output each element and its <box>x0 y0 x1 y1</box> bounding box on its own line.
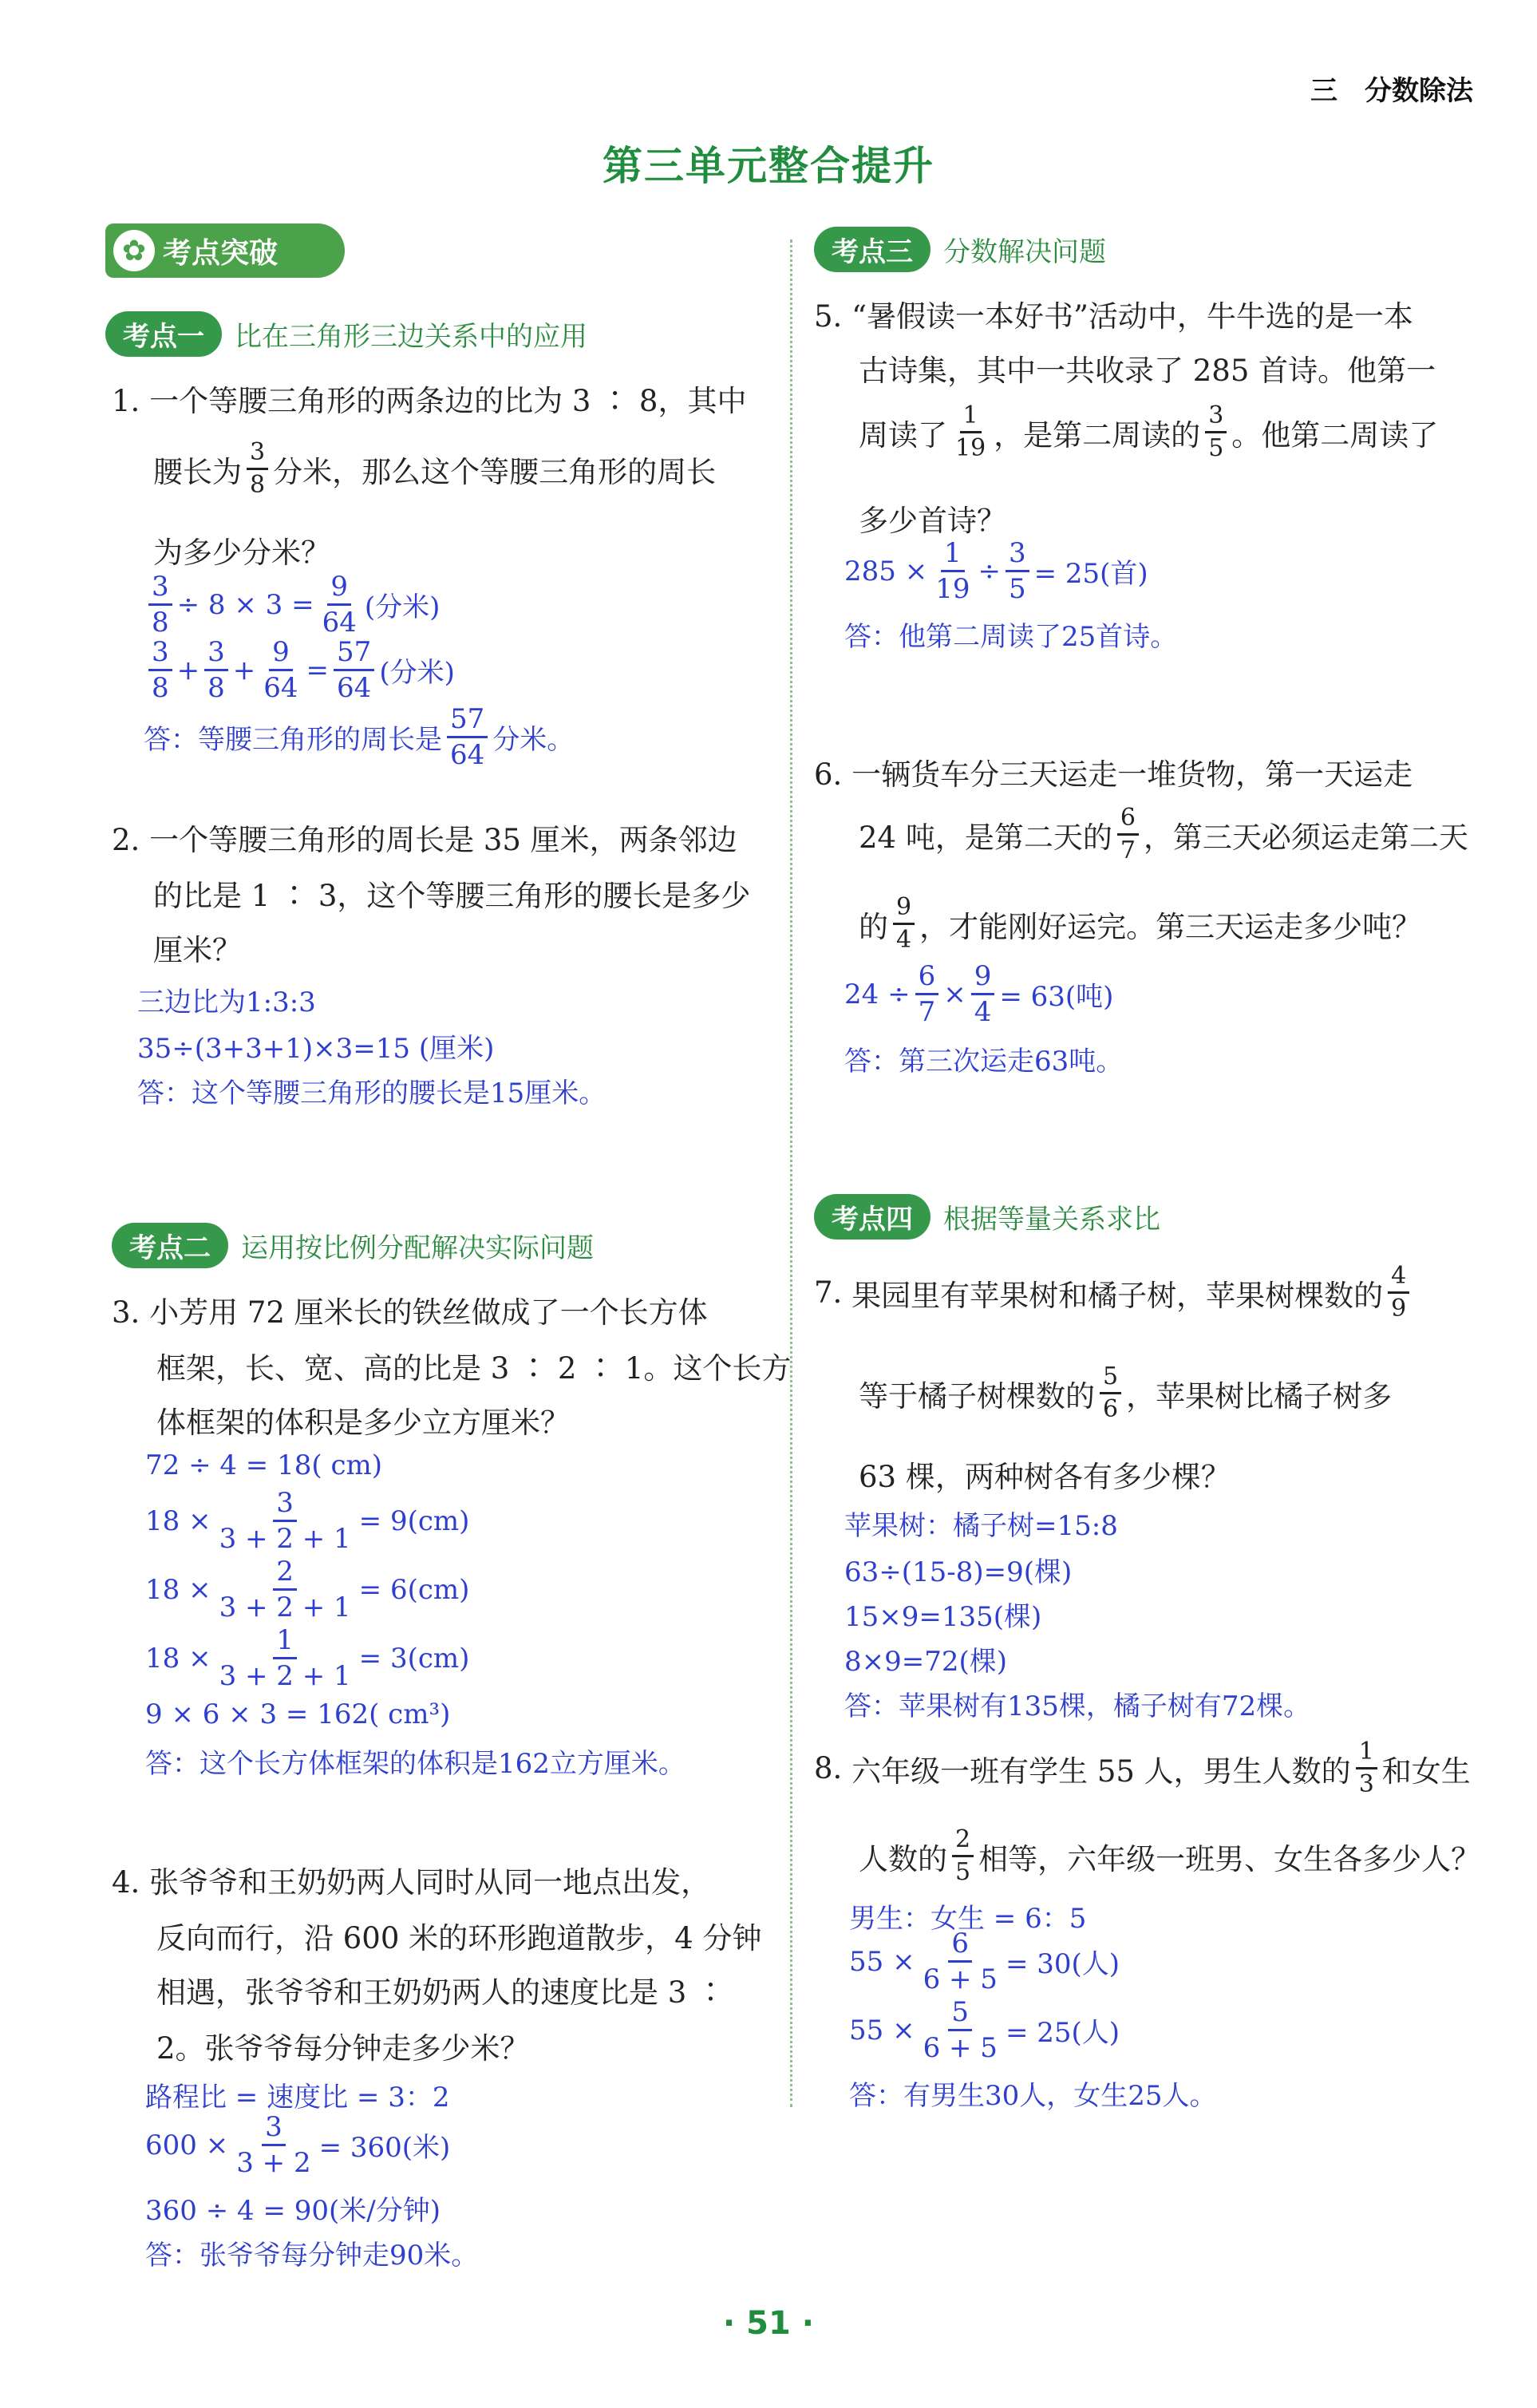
answer-line: 答：张爷爷每分钟走90米。 <box>145 2240 479 2272</box>
answer-line: 三边比为1:3:3 <box>137 987 316 1018</box>
fraction: $\frac{1}{19}$ <box>955 401 986 462</box>
question-text: 的比是 1 ∶ 3，这个等腰三角形的腰长是多少 <box>153 879 751 913</box>
answer-line: $\frac{3}{8}$ ÷ 8 × 3 = $\frac{9}{64}$ (分米) <box>144 573 440 636</box>
fraction: $\frac{6}{7}$ <box>915 963 939 1026</box>
answer-line: 72 ÷ 4 = 18( cm) <box>145 1449 382 1481</box>
fraction: $\frac{6}{6 + 5}$ <box>923 1928 998 1995</box>
question-number: 6. <box>814 757 843 792</box>
fraction: $\frac{9}{4}$ <box>971 963 995 1026</box>
answer-line: 答：第三次运走63吨。 <box>844 1046 1124 1077</box>
question-text: 张爷爷和王奶奶两人同时从同一地点出发， <box>149 1865 711 1900</box>
fraction: $\frac{2}{3 + 2 + 1}$ <box>219 1556 351 1623</box>
question-text: 相遇，张爷爷和王奶奶两人的速度比是 3 ∶ <box>156 1975 726 2010</box>
question-number: 3. <box>112 1295 140 1330</box>
question-text: 体框架的体积是多少立方厘米？ <box>156 1406 570 1440</box>
tag-topic: 比在三角形三边关系中的应用 <box>235 321 587 353</box>
fraction: $\frac{3}{5}$ <box>1205 404 1227 461</box>
section-tag-k4 <box>814 1194 1160 1240</box>
answer-line: 285 × $\frac{1}{19}$ ÷ $\frac{3}{5}$ = 25(首) <box>844 537 1148 605</box>
answer-line: 18 × $\frac{2}{3 + 2 + 1}$ = 6(cm) <box>145 1556 470 1623</box>
answer-line: 8×9=72(棵) <box>844 1646 1008 1678</box>
answer-line: 9 × 6 × 3 = 162( cm³) <box>145 1698 451 1730</box>
fraction: $\frac{2}{5}$ <box>952 1828 974 1884</box>
fraction: $\frac{4}{9}$ <box>1388 1264 1409 1321</box>
question-text: “暑假读一本好书”活动中，牛牛选的是一本 <box>851 299 1413 334</box>
answer-line: 55 × $\frac{6}{6 + 5}$ = 30(人) <box>849 1928 1120 1995</box>
answer-line: 24 ÷ $\frac{6}{7}$ × $\frac{9}{4}$ = 63(吨) <box>844 960 1114 1028</box>
section-tag-k1 <box>105 311 587 357</box>
answer-line: 苹果树：橘子树=15:8 <box>844 1510 1118 1542</box>
question-text: 和女生 <box>1381 1754 1471 1789</box>
question-text: 等于橘子树棵数的 <box>859 1378 1095 1414</box>
unit-title: 第三单元整合提升 <box>603 143 934 189</box>
question-number: 7. <box>814 1275 843 1310</box>
question-text: 多少首诗？ <box>859 504 1006 538</box>
answer-line: 600 × $\frac{3}{3 + 2}$ = 360(米) <box>145 2111 451 2179</box>
question-text: 63 棵，两种树各有多少棵？ <box>859 1460 1231 1494</box>
tag-topic: 根据等量关系求比 <box>943 1204 1160 1236</box>
question-text: 为多少分米？ <box>153 536 330 570</box>
question-number: 1. <box>112 384 140 418</box>
question-text: 小芳用 72 厘米长的铁丝做成了一个长方体 <box>149 1295 708 1330</box>
question-text: 人数的 <box>859 1841 947 1876</box>
question-text: 的 <box>859 909 888 944</box>
question-text: ，苹果树比橘子树多 <box>1126 1378 1393 1414</box>
question-text: 反向而行，沿 600 米的环形跑道散步，4 分钟 <box>156 1921 762 1955</box>
fraction: $\frac{9}{64}$ <box>263 636 298 704</box>
question-text: 。他第二周读了 <box>1231 417 1439 453</box>
answer-line: 答：这个长方体框架的体积是162立方厘米。 <box>145 1748 686 1780</box>
answer-line: 男生：女生 = 6：5 <box>849 1903 1087 1935</box>
fraction: $\frac{3}{8}$ <box>247 441 268 497</box>
answer-line: 35÷(3+3+1)×3=15 (厘米) <box>137 1033 495 1065</box>
answer-line: 答：这个等腰三角形的腰长是15厘米。 <box>137 1077 607 1109</box>
tag-pill: 考点一 <box>105 311 222 357</box>
question-number: 5. <box>814 299 843 334</box>
question-text: 腰长为 <box>153 454 242 489</box>
question-text: 一个等腰三角形的周长是 35 厘米，两条邻边 <box>149 823 737 857</box>
fraction: $\frac{1}{19}$ <box>935 537 970 605</box>
fraction: $\frac{3}{5}$ <box>1006 540 1029 603</box>
fraction: $\frac{57}{64}$ <box>447 706 488 769</box>
answer-line: 路程比 = 速度比 = 3：2 <box>145 2082 450 2113</box>
question-text: 一个等腰三角形的两条边的比为 3 ∶ 8，其中 <box>149 384 747 418</box>
question-text: 周读了 <box>859 417 947 453</box>
question-text: 六年级一班有学生 55 人，男生人数的 <box>851 1754 1351 1789</box>
banner-label: 考点突破 <box>163 236 279 270</box>
question-text: 24 吨，是第二天的 <box>859 820 1112 855</box>
tag-pill: 考点四 <box>814 1194 930 1240</box>
question-text: 厘米？ <box>153 933 242 967</box>
answer-line: 55 × $\frac{5}{6 + 5}$ = 25(人) <box>849 1996 1120 2064</box>
tag-topic: 运用按比例分配解决实际问题 <box>241 1232 594 1264</box>
page-number: · 51 · <box>723 2305 814 2342</box>
question-text: 框架，长、宽、高的比是 3 ∶ 2 ∶ 1。这个长方 <box>156 1351 792 1386</box>
answer-line: 答：苹果树有135棵，橘子树有72棵。 <box>844 1690 1311 1722</box>
fraction: $\frac{6}{7}$ <box>1117 806 1139 863</box>
column-divider <box>790 239 792 2107</box>
fraction: $\frac{5}{6 + 5}$ <box>923 1996 998 2064</box>
fraction: $\frac{3}{8}$ <box>148 639 172 702</box>
fraction: $\frac{9}{64}$ <box>322 571 357 639</box>
fraction: $\frac{3}{3 + 2 + 1}$ <box>219 1487 351 1555</box>
question-text: 一辆货车分三天运走一堆货物，第一天运走 <box>851 757 1413 792</box>
question-text: 相等，六年级一班男、女生各多少人？ <box>978 1841 1481 1876</box>
fraction: $\frac{9}{4}$ <box>893 896 915 952</box>
fraction: $\frac{1}{3}$ <box>1356 1740 1377 1797</box>
question-number: 4. <box>112 1865 140 1900</box>
answer-line: 15×9=135(棵) <box>844 1601 1042 1633</box>
star-icon: ✿ <box>113 230 155 271</box>
section-tag-k3 <box>814 227 1106 272</box>
fraction: $\frac{3}{8}$ <box>204 639 228 702</box>
tag-pill: 考点二 <box>112 1223 228 1268</box>
fraction: $\frac{3}{3 + 2}$ <box>236 2111 311 2179</box>
answer-line: 18 × $\frac{1}{3 + 2 + 1}$ = 3(cm) <box>145 1624 470 1692</box>
fraction: $\frac{5}{6}$ <box>1100 1365 1121 1421</box>
question-text: 古诗集，其中一共收录了 285 首诗。他第一 <box>859 354 1436 388</box>
section-tag-k2 <box>112 1223 594 1268</box>
fraction: $\frac{3}{8}$ <box>148 573 172 636</box>
answer-line: 答：等腰三角形的周长是 $\frac{57}{64}$ 分米。 <box>144 703 575 771</box>
section-banner <box>105 223 345 278</box>
fraction: $\frac{57}{64}$ <box>334 639 374 702</box>
tag-pill: 考点三 <box>814 227 930 272</box>
question-text: ，是第二周读的 <box>994 417 1201 453</box>
answer-line: 63÷(15-8)=9(棵) <box>844 1556 1073 1588</box>
question-text: ，第三天必须运走第二天 <box>1143 820 1468 855</box>
answer-line: $\frac{3}{8}$ + $\frac{3}{8}$ + $\frac{9}{64}$ = $\frac{57}{64}$ (分米) <box>144 639 455 702</box>
question-text: 分米，那么这个等腰三角形的周长 <box>273 454 717 489</box>
tag-topic: 分数解决问题 <box>943 236 1106 268</box>
answer-line: 答：他第二周读了25首诗。 <box>844 621 1178 653</box>
question-text: 果园里有苹果树和橘子树，苹果树棵数的 <box>851 1278 1384 1313</box>
question-text: 2。张爷爷每分钟走多少米？ <box>156 2031 530 2066</box>
chapter-header: 三 分数除法 <box>1310 75 1473 107</box>
answer-line: 360 ÷ 4 = 90(米/分钟) <box>145 2195 441 2227</box>
question-number: 8. <box>814 1751 843 1785</box>
answer-line: 答：有男生30人，女生25人。 <box>849 2080 1217 2112</box>
question-number: 2. <box>112 823 140 857</box>
answer-line: 18 × $\frac{3}{3 + 2 + 1}$ = 9(cm) <box>145 1487 470 1555</box>
fraction: $\frac{1}{3 + 2 + 1}$ <box>219 1624 351 1692</box>
question-text: ，才能刚好运完。第三天运走多少吨？ <box>919 909 1422 944</box>
